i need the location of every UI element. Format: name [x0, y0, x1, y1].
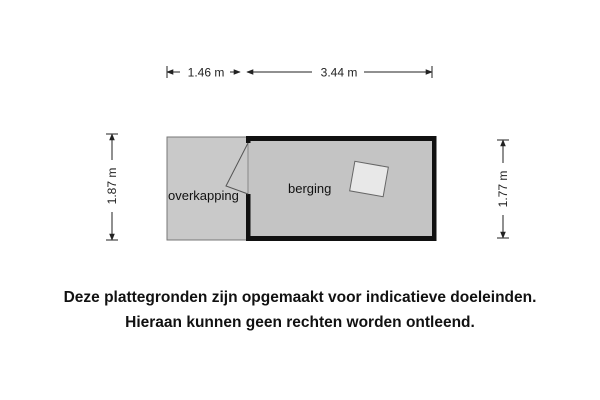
room-label-berging: berging — [288, 181, 332, 196]
dimension-label-top-left: 1.46 m — [187, 65, 225, 80]
right-dimension — [495, 140, 511, 238]
left-dimension — [104, 134, 120, 240]
disclaimer-line-1: Deze plattegronden zijn opgemaakt voor indicatieve doeleinden. — [63, 289, 537, 306]
storage-box — [350, 161, 389, 196]
top-dimensions — [167, 64, 432, 80]
room-label-overkapping: overkapping — [168, 188, 239, 203]
dimension-label-right: 1.77 m — [496, 170, 510, 208]
dimension-label-top-right: 3.44 m — [320, 65, 358, 80]
disclaimer-line-2: Hieraan kunnen geen rechten worden ontleend. — [125, 314, 475, 331]
room-berging — [246, 136, 437, 241]
dimension-label-left: 1.87 m — [105, 167, 119, 205]
